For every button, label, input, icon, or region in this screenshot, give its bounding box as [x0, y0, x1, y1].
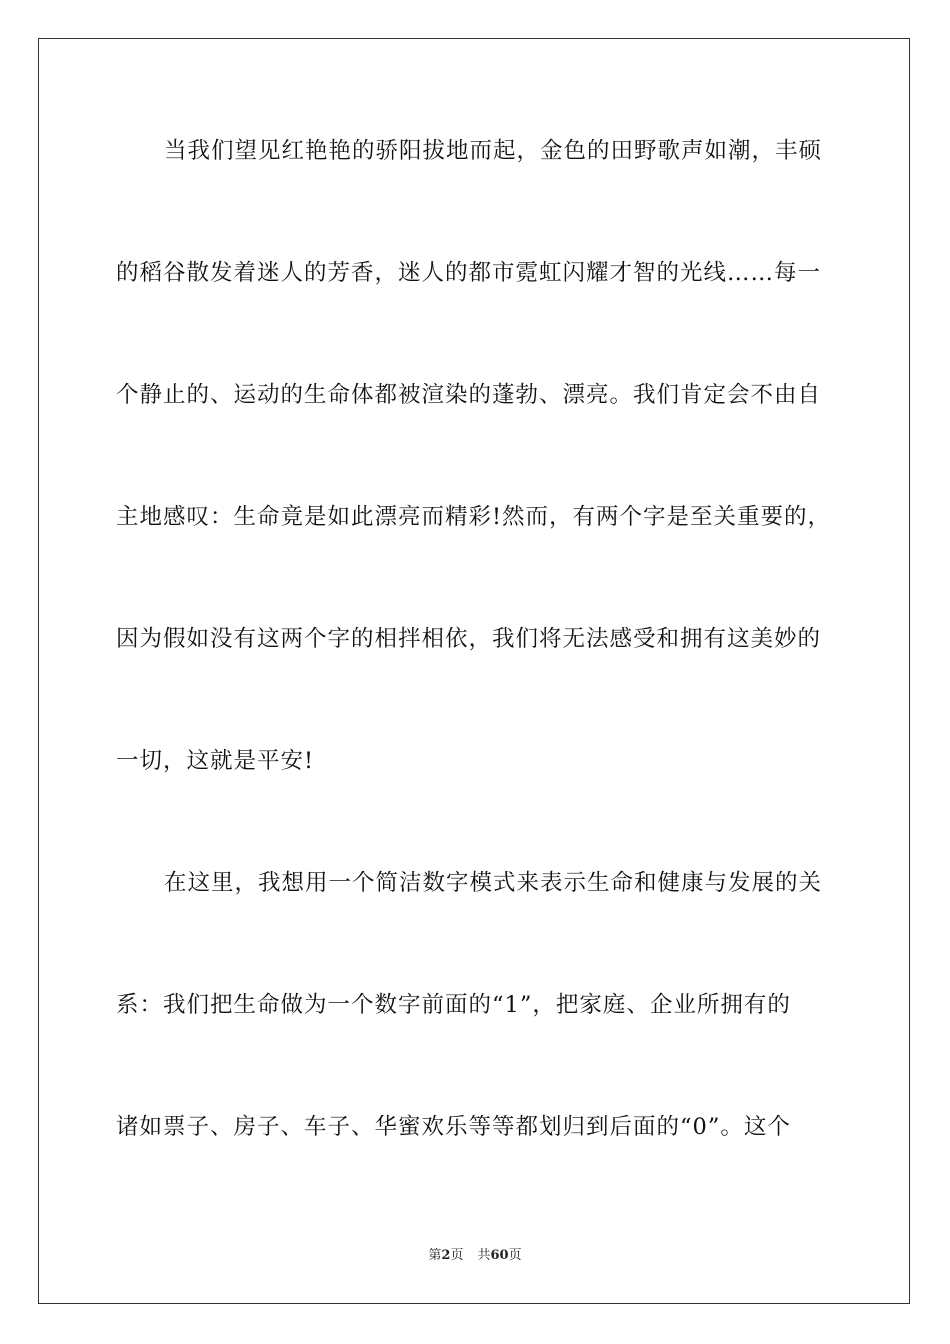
text-line-1: 当我们望见红艳艳的骄阳拔地而起，金色的田野歌声如潮，丰硕 — [164, 138, 823, 164]
text-line-8: 系：我们把生命做为一个数字前面的“1”，把家庭、企业所拥有的 — [116, 992, 791, 1018]
text-line-5: 因为假如没有这两个字的相拌相依，我们将无法感受和拥有这美妙的 — [116, 626, 822, 652]
page-footer — [0, 1247, 950, 1265]
text-line-4: 主地感叹：生命竟是如此漂亮而精彩!然而，有两个字是至关重要的， — [116, 504, 832, 530]
page-number: 2 — [441, 1248, 451, 1263]
total-prefix: 共 — [477, 1248, 491, 1263]
text-line-6: 一切，这就是平安! — [116, 748, 315, 774]
text-line-7: 在这里，我想用一个简洁数字模式来表示生命和健康与发展的关 — [164, 870, 823, 896]
total-pages: 60 — [490, 1248, 509, 1263]
total-suffix: 页 — [508, 1248, 522, 1263]
text-line-2: 的稻谷散发着迷人的芳香，迷人的都市霓虹闪耀才智的光线……每一 — [116, 260, 822, 286]
text-line-3: 个静止的、运动的生命体都被渲染的蓬勃、漂亮。我们肯定会不由自 — [116, 382, 822, 408]
text-line-9: 诸如票子、房子、车子、华蜜欢乐等等都划归到后面的“0”。这个 — [116, 1114, 791, 1140]
page-suffix: 页 — [450, 1248, 464, 1263]
page-prefix: 第 — [428, 1248, 442, 1263]
